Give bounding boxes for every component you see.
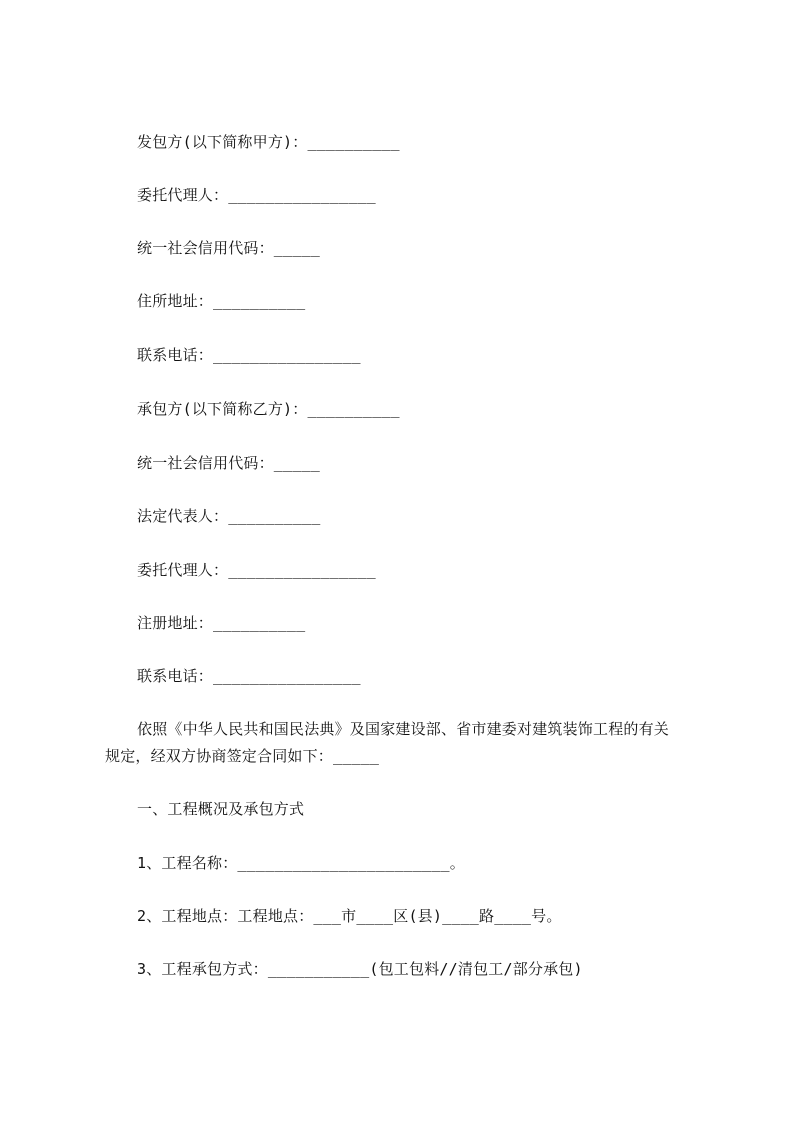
party-b-legal-rep-line: 法定代表人：__________ [137,507,321,525]
party-a-line: 发包方(以下简称甲方)：__________ [137,133,400,151]
party-a-phone-line: 联系电话：________________ [137,346,361,364]
item-contract-method: 3、工程承包方式：___________(包工包料//清包工/部分承包) [137,960,583,978]
party-b-credit-code-line: 统一社会信用代码：_____ [137,454,320,472]
party-b-phone-line: 联系电话：________________ [137,667,361,685]
party-b-agent-line: 委托代理人：________________ [137,561,376,579]
item-project-location: 2、工程地点：工程地点：___市____区(县)____路____号。 [137,907,562,925]
intro-paragraph-line-1: 依照《中华人民共和国民法典》及国家建设部、省市建委对建筑装饰工程的有关 [137,720,670,738]
party-b-line: 承包方(以下简称乙方)：__________ [137,400,400,418]
party-a-agent-line: 委托代理人：________________ [137,186,376,204]
item-project-name: 1、工程名称：_______________________。 [137,854,465,872]
party-b-address-line: 注册地址：__________ [137,614,306,632]
intro-paragraph-line-2: 规定，经双方协商签定合同如下：_____ [105,747,380,765]
party-a-credit-code-line: 统一社会信用代码：_____ [137,239,320,257]
section-1-heading: 一、工程概况及承包方式 [137,800,305,818]
party-a-address-line: 住所地址：__________ [137,292,306,310]
